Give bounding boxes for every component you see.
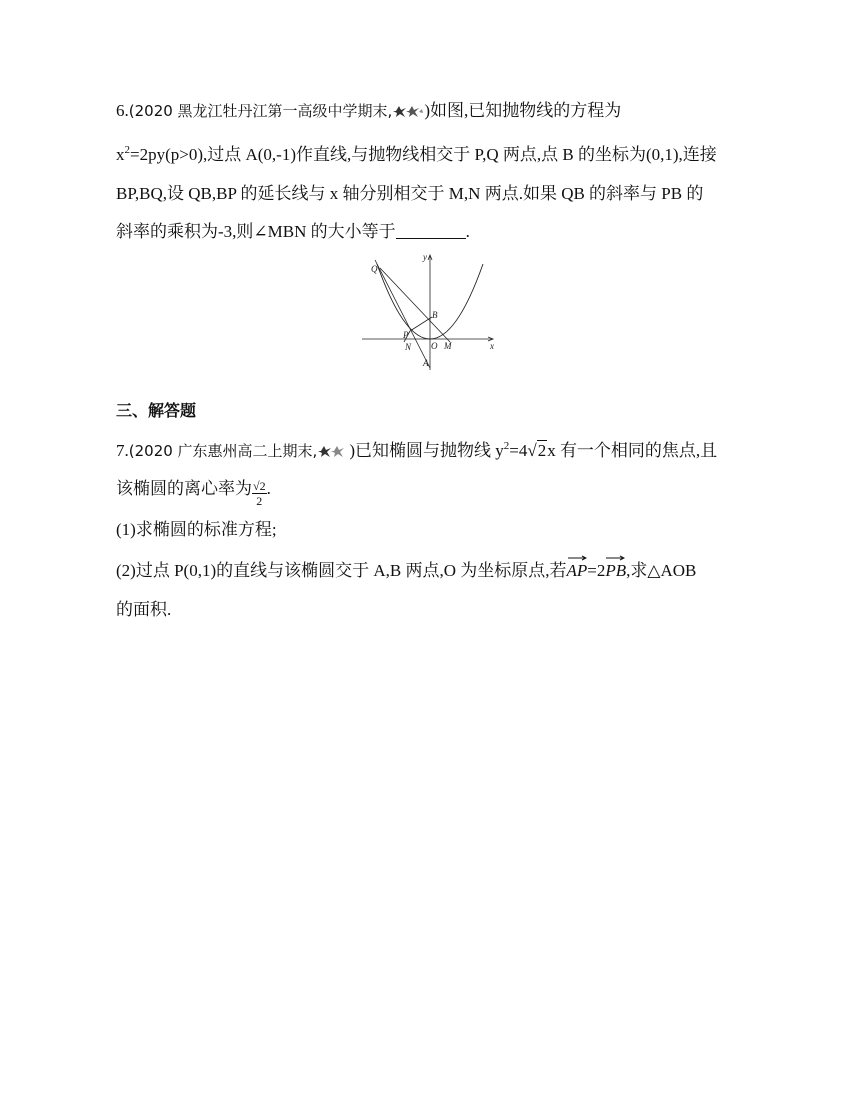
q7-part-2-line-1 (116, 560, 696, 582)
q6-line3-text: BP,BQ,设 QB,BP 的延长线与 x 轴分别相交于 M,N 两点.如果 QB 的斜率与 PB 的 (116, 184, 704, 203)
q6-line4-text: 斜率的乘积为-3,则∠MBN 的大小等于 (116, 222, 396, 241)
q6-exp: 2 (124, 144, 130, 156)
q7-line2-text: 该椭圆的离心率为 (116, 479, 252, 498)
label-b: B (432, 310, 438, 320)
q7-text-b: =4 (509, 441, 528, 460)
label-o: O (431, 341, 438, 351)
q7-text-a: )已知椭圆与抛物线 y (349, 441, 504, 460)
label-x: x (490, 341, 494, 351)
q6-number: 6. (116, 101, 129, 120)
sqrt-radicand: 2 (537, 441, 547, 460)
q6-line-4 (116, 221, 470, 243)
q6-line4-end: . (465, 222, 470, 241)
q7-number: 7. (116, 441, 129, 460)
q7-source: (2020 广东惠州高二上期末, (128, 442, 318, 460)
q6-line1-tail: )如图,已知抛物线的方程为 (424, 101, 622, 120)
fraction-numerator: √2 (253, 479, 266, 493)
vector-arrow-icon (605, 555, 625, 561)
q6-x: x (116, 145, 125, 164)
q7-part2-text: (2)过点 P(0,1)的直线与该椭圆交于 A,B 两点,O 为坐标原点,若 (116, 561, 567, 580)
q7-text-c: x 有一个相同的焦点,且 (547, 441, 718, 460)
q7-eq: =2 (587, 561, 606, 580)
label-n: N (405, 342, 412, 352)
q7-exp: 2 (503, 440, 510, 452)
vector-arrow-icon (567, 555, 587, 561)
q7-part-2-line-2: 的面积. (116, 600, 172, 619)
vector-ap (567, 560, 588, 582)
line-pb (410, 317, 432, 331)
line-apq (375, 260, 430, 368)
q7-part2-tail: ,求△AOB (626, 561, 697, 580)
line-qbm (380, 268, 450, 342)
parabola-figure (360, 252, 500, 377)
answer-blank[interactable] (396, 223, 466, 239)
vector-pb (605, 560, 626, 582)
difficulty-stars-icon (317, 443, 349, 459)
q6-source: (2020 黑龙江牡丹江第一高级中学期末, (128, 102, 393, 120)
eccentricity-fraction (252, 479, 267, 508)
q7-line2-end: . (266, 479, 271, 498)
label-p: P (403, 330, 409, 340)
label-q: Q (371, 264, 378, 274)
section-title: 三、解答题 (116, 401, 197, 420)
label-a: A (423, 358, 429, 368)
difficulty-stars-icon (392, 103, 424, 119)
q6-line-2 (116, 144, 717, 166)
vector-ap-label: AP (566, 561, 588, 580)
q6-line2-text: =2py(p>0),过点 A(0,-1)作直线,与抛物线相交于 P,Q 两点,点 B 的坐标为(0,1),连接 (130, 145, 717, 164)
fraction-denominator: 2 (256, 494, 263, 508)
sqrt-expression: √2 (527, 441, 547, 460)
label-y: y (423, 252, 427, 262)
q7-line-1 (116, 440, 717, 462)
vector-pb-label: PB (605, 561, 627, 580)
q7-line-2 (116, 478, 271, 508)
q6-line-1 (116, 100, 621, 122)
label-m: M (444, 341, 452, 351)
q7-part-1: (1)求椭圆的标准方程; (116, 520, 277, 539)
q6-line-3 (116, 183, 703, 205)
